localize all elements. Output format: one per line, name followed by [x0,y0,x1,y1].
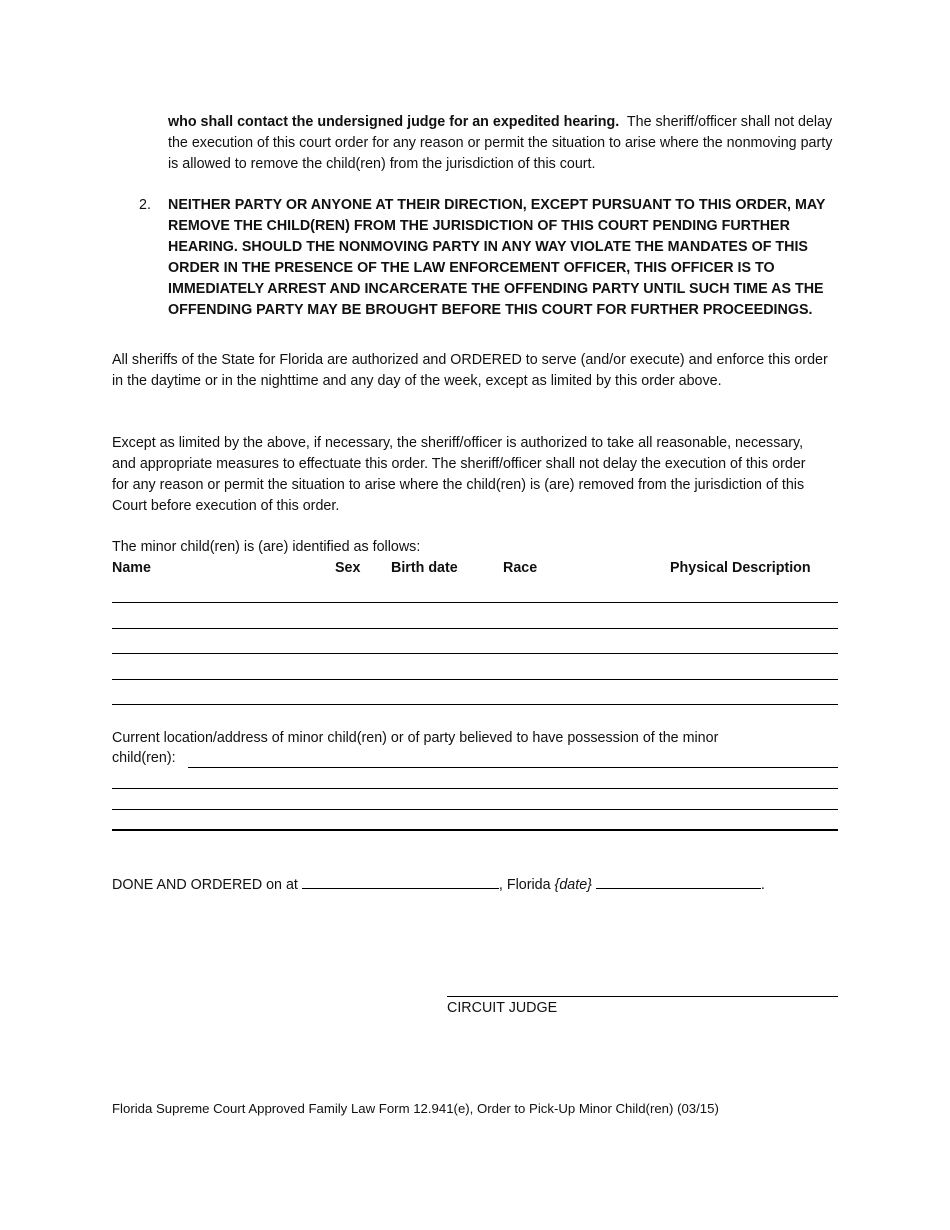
done-and-ordered-line [112,873,765,896]
intro-rest-text: The sheriff/officer shall not delay the execution of this court order for any reason or permit the situation to arise where the nonmoving party is allowed to remove the child(ren) from the jurisdiction of this court. [168,114,833,172]
child-entry-line[interactable] [112,679,838,680]
column-header-race: Race [503,560,538,576]
circuit-judge-label: CIRCUIT JUDGE [447,1000,558,1016]
intro-bold-text: who shall contact the undersigned judge for an expedited hearing. [168,114,620,130]
location-label-line1: Current location/address of minor child(ren) or of party believed to have possession of the minor [112,730,719,746]
location-entry-line[interactable] [112,829,838,831]
location-blank[interactable] [302,873,499,889]
child-entry-line[interactable] [112,704,838,705]
item2-text: NEITHER PARTY OR ANYONE AT THEIR DIRECTION, EXCEPT PURSUANT TO THIS ORDER, MAY REMOVE THE CHILD(REN) FROM THE JURISDICTION OF THIS COURT PENDING FURTHER HEARING. SHOULD THE NONMOVING PARTY IN ANY WAY VIOLATE THE MANDATES OF THIS ORDER IN THE PRESENCE OF THE LAW ENFORCEMENT OFFICER, THIS OFFICER IS TO IMMEDIATELY ARREST AND INCARCERATE THE OFFENDING PARTY UNTIL SUCH TIME AS THE OFFENDING PARTY MAY BE BROUGHT BEFORE THIS COURT FOR FURTHER PROCEEDINGS. [168,197,826,318]
location-label-line2: child(ren): [112,750,176,766]
child-entry-line[interactable] [112,653,838,654]
location-entry-line[interactable] [188,767,838,768]
children-intro: The minor child(ren) is (are) identified as follows: [112,539,421,555]
intro-paragraph [168,112,840,175]
sheriffs-paragraph: All sheriffs of the State for Florida are authorized and ORDERED to serve (and/or execute) and enforce this order in the daytime or in the nighttime and any day of the week, except as limited by this order above. [112,352,828,389]
date-placeholder: {date} [554,877,592,893]
location-entry-line[interactable] [112,788,838,789]
florida-text: , Florida [498,877,551,893]
location-entry-line[interactable] [112,809,838,810]
judge-signature-line[interactable] [447,996,838,997]
date-blank[interactable] [596,873,761,889]
child-entry-line[interactable] [112,602,838,603]
except-paragraph: Except as limited by the above, if necessary, the sheriff/officer is authorized to take all reasonable, necessary, and appropriate measures to effectuate this order. The sheriff/officer shall not delay the execution of this order for any reason or permit the situation to arise where the child(ren) is (are) removed from the jurisdiction of this Court before execution of this order. [112,435,806,514]
done-period: . [760,877,765,893]
column-header-sex: Sex [335,560,361,576]
item2-number: 2. [139,197,151,213]
column-header-physical-description: Physical Description [670,560,811,576]
form-footer: Florida Supreme Court Approved Family Law Form 12.941(e), Order to Pick-Up Minor Child(ren) (03/15) [112,1101,719,1116]
done-prefix: DONE AND ORDERED on at [112,877,298,893]
column-header-name: Name [112,560,151,576]
column-header-birth-date: Birth date [391,560,458,576]
child-entry-line[interactable] [112,628,838,629]
